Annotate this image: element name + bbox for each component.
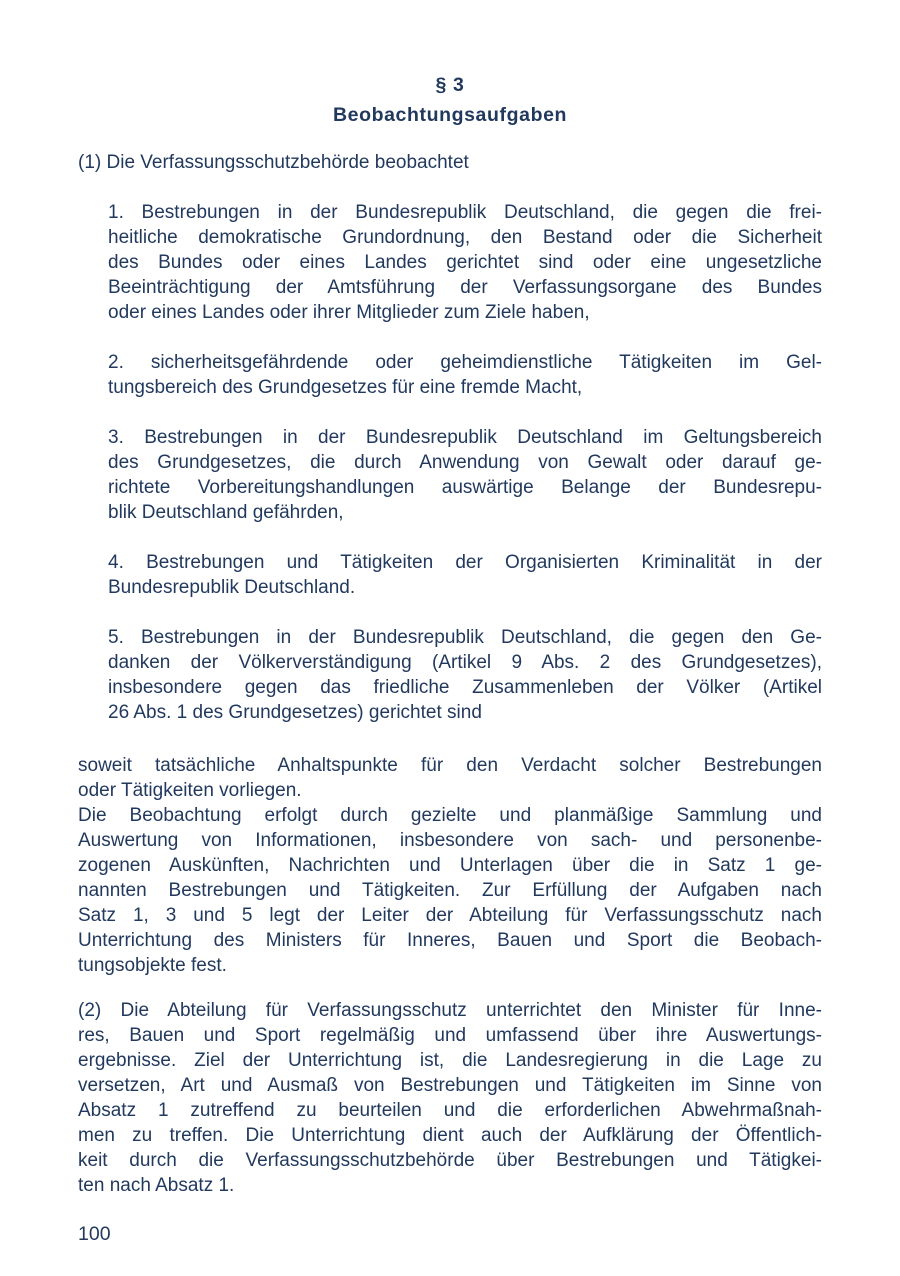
text-line: danken der Völkerverständigung (Artikel 9 Abs. 2 des Grundgesetzes), bbox=[108, 652, 822, 673]
paragraph-2 bbox=[78, 998, 822, 1198]
text-line: richtete Vorbereitungshandlungen auswärtige Belange der Bundesrepu- bbox=[108, 477, 822, 498]
text-line: ergebnisse. Ziel der Unterrichtung ist, die Landesregierung in die Lage zu bbox=[78, 1050, 822, 1071]
text-line: Beeinträchtigung der Amtsführung der Verfassungsorgane des Bundes bbox=[108, 277, 822, 298]
text-line: 5. Bestrebungen in der Bundesrepublik Deutschland, die gegen den Ge- bbox=[108, 627, 822, 648]
text-line: Satz 1, 3 und 5 legt der Leiter der Abteilung für Verfassungsschutz nach bbox=[78, 905, 822, 926]
text-line: oder Tätigkeiten vorliegen. bbox=[78, 780, 302, 801]
text-line: zogenen Auskünften, Nachrichten und Unterlagen über die in Satz 1 ge- bbox=[78, 855, 822, 876]
text-line: Absatz 1 zutreffend zu beurteilen und die erforderlichen Abwehrmaßnah- bbox=[78, 1100, 822, 1121]
text-line: keit durch die Verfassungsschutzbehörde über Bestrebungen und Tätigkei- bbox=[78, 1150, 822, 1171]
paragraph-1-closing bbox=[78, 753, 822, 803]
text-line: blik Deutschland gefährden, bbox=[108, 502, 344, 523]
section-number: § 3 bbox=[435, 74, 465, 96]
text-line: nannten Bestrebungen und Tätigkeiten. Zur Erfüllung der Aufgaben nach bbox=[78, 880, 822, 901]
text-line: des Grundgesetzes, die durch Anwendung von Gewalt oder darauf ge- bbox=[108, 452, 822, 473]
text-line: oder eines Landes oder ihrer Mitglieder zum Ziele haben, bbox=[108, 302, 590, 323]
text-line: Unterrichtung des Ministers für Inneres, Bauen und Sport die Beobach- bbox=[78, 930, 822, 951]
text-line: soweit tatsächliche Anhaltspunkte für den Verdacht solcher Bestrebungen bbox=[78, 755, 822, 776]
paragraph-1-intro: (1) Die Verfassungsschutzbehörde beobachtet bbox=[78, 152, 469, 173]
list-item-1 bbox=[108, 200, 822, 325]
page-number: 100 bbox=[78, 1223, 111, 1245]
text-line: 3. Bestrebungen in der Bundesrepublik Deutschland im Geltungsbereich bbox=[108, 427, 822, 448]
text-line: tungsbereich des Grundgesetzes für eine fremde Macht, bbox=[108, 377, 583, 398]
paragraph-1-observation bbox=[78, 803, 822, 978]
list-item-3 bbox=[108, 425, 822, 525]
list-item-4 bbox=[108, 550, 822, 600]
paragraph-1-closing-block bbox=[78, 753, 822, 978]
text-line: insbesondere gegen das friedliche Zusammenleben der Völker (Artikel bbox=[108, 677, 822, 698]
text-line: des Bundes oder eines Landes gerichtet sind oder eine ungesetzliche bbox=[108, 252, 822, 273]
text-line: 26 Abs. 1 des Grundgesetzes) gerichtet sind bbox=[108, 702, 482, 723]
text-line: 1. Bestrebungen in der Bundesrepublik Deutschland, die gegen die frei- bbox=[108, 202, 822, 223]
text-line: ten nach Absatz 1. bbox=[78, 1175, 235, 1196]
text-line: Die Beobachtung erfolgt durch gezielte und planmäßige Sammlung und bbox=[78, 805, 822, 826]
text-line: (2) Die Abteilung für Verfassungsschutz unterrichtet den Minister für Inne- bbox=[78, 1000, 822, 1021]
text-line: Auswertung von Informationen, insbesondere von sach- und personenbe- bbox=[78, 830, 822, 851]
section-title: Beobachtungsaufgaben bbox=[332, 104, 568, 126]
text-line: versetzen, Art und Ausmaß von Bestrebungen und Tätigkeiten im Sinne von bbox=[78, 1075, 822, 1096]
text-line: heitliche demokratische Grundordnung, den Bestand oder die Sicherheit bbox=[108, 227, 822, 248]
text-line: 4. Bestrebungen und Tätigkeiten der Organisierten Kriminalität in der bbox=[108, 552, 822, 573]
list-item-2 bbox=[108, 350, 822, 400]
text-line: res, Bauen und Sport regelmäßig und umfassend über ihre Auswertungs- bbox=[78, 1025, 822, 1046]
text-line: tungsobjekte fest. bbox=[78, 955, 227, 976]
text-line: men zu treffen. Die Unterrichtung dient auch der Aufklärung der Öffentlich- bbox=[78, 1125, 822, 1146]
text-line: Bundesrepublik Deutschland. bbox=[108, 577, 356, 598]
section-heading bbox=[78, 70, 822, 130]
list-item-5 bbox=[108, 625, 822, 725]
text-line: 2. sicherheitsgefährdende oder geheimdienstliche Tätigkeiten im Gel- bbox=[108, 352, 822, 373]
